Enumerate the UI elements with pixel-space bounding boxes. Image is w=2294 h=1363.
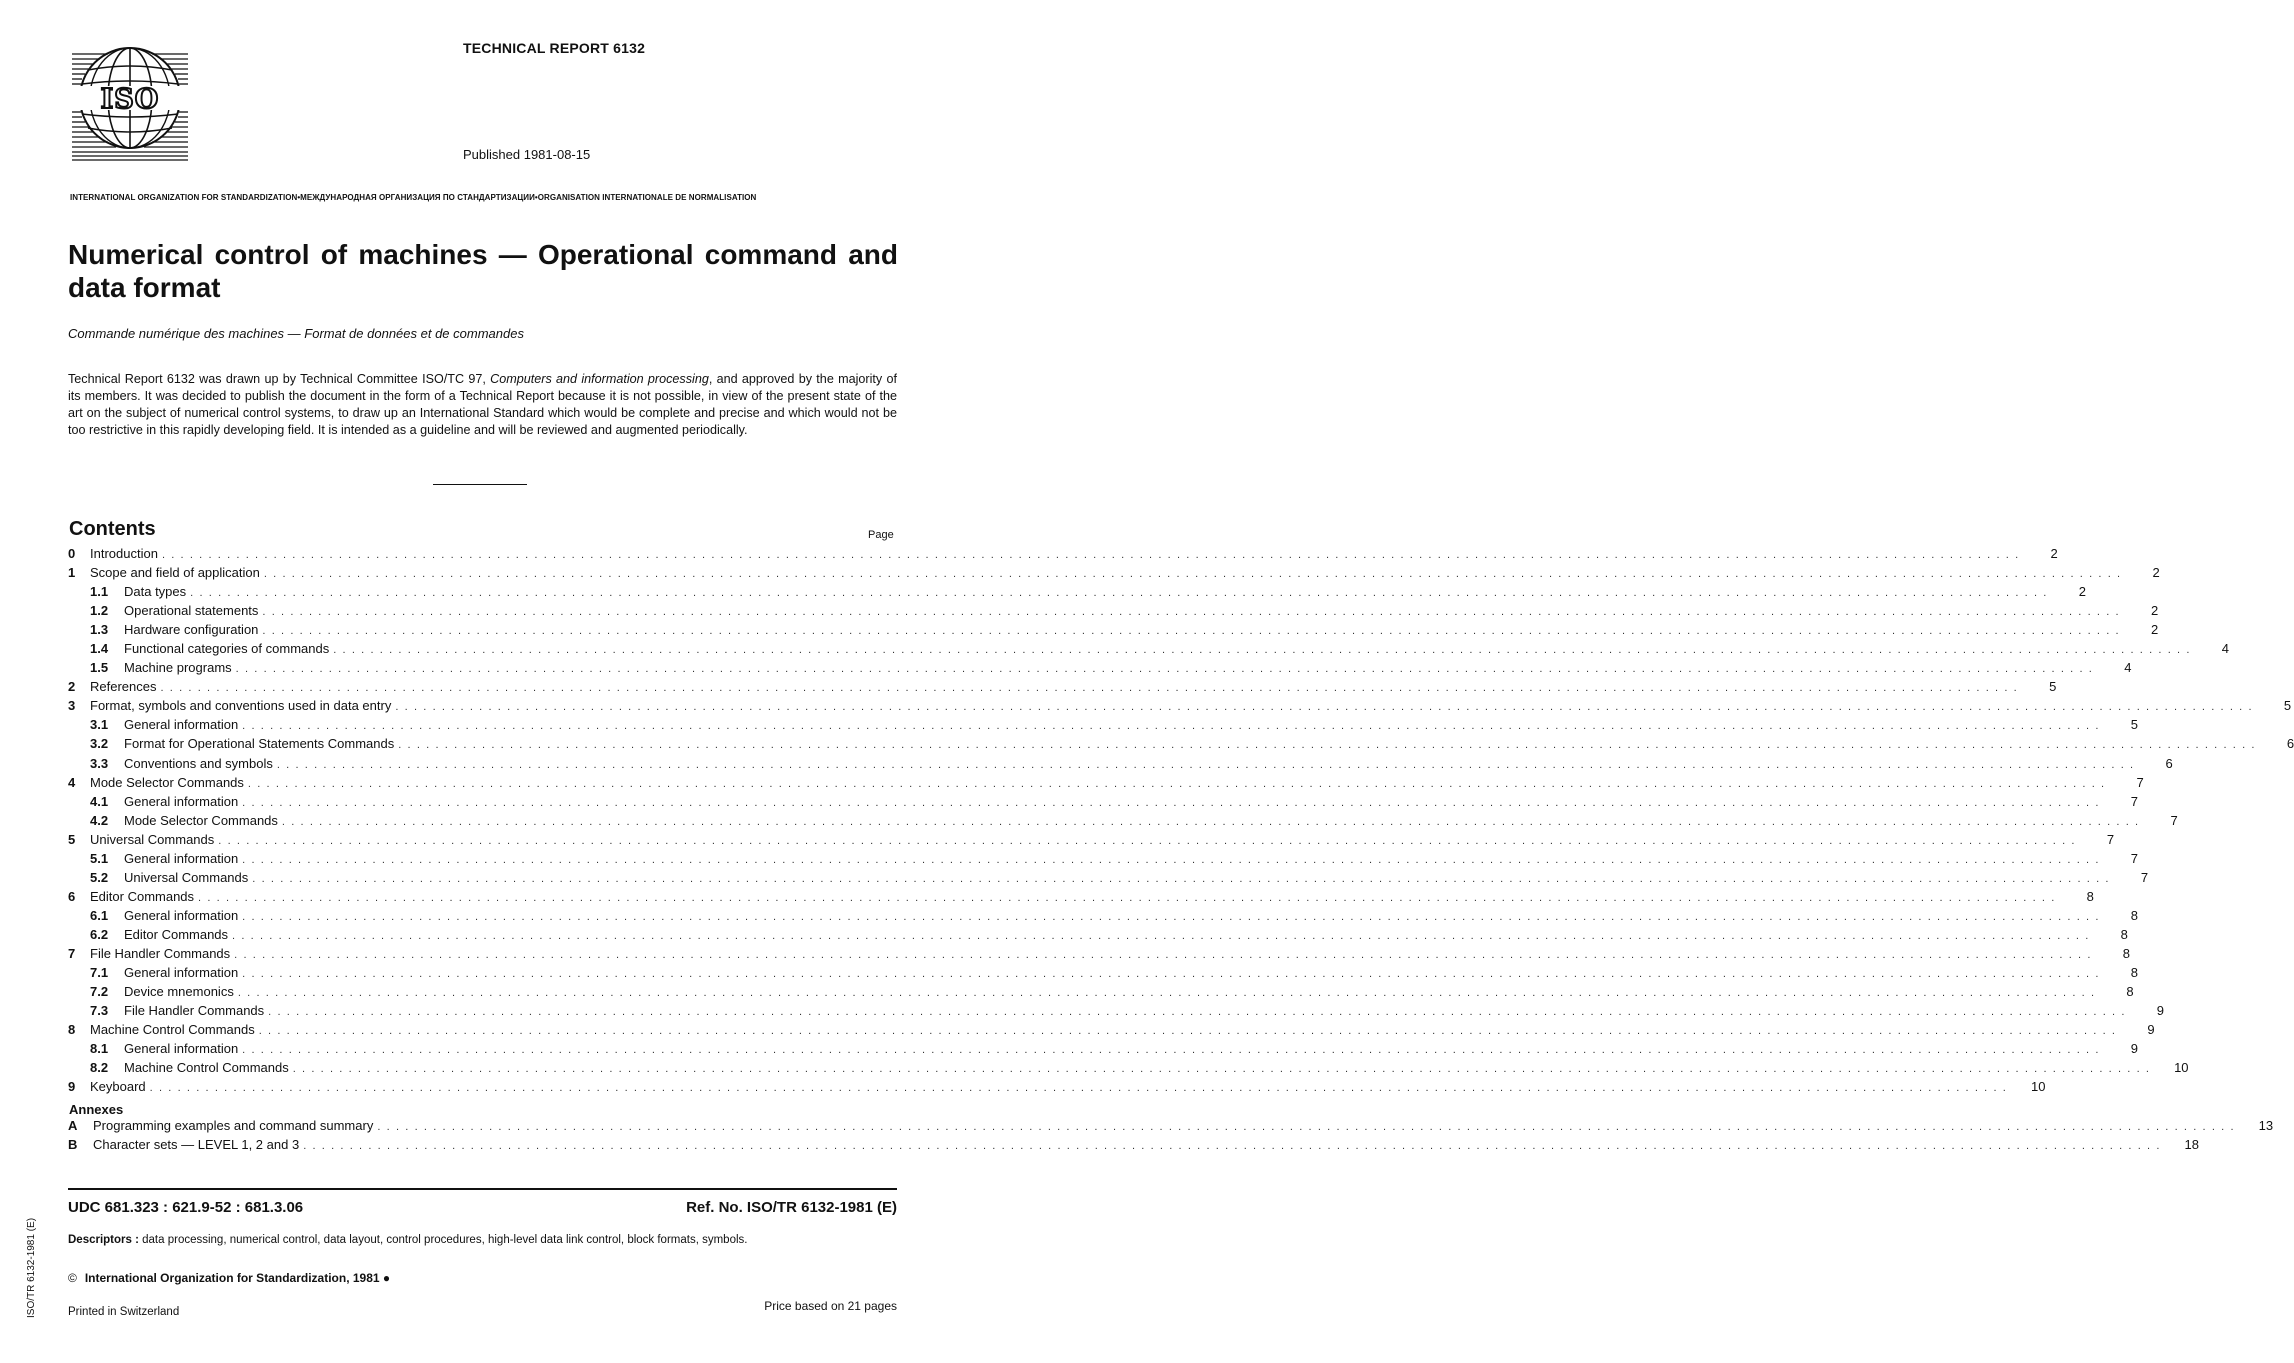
iso-logo-text: ISO	[100, 84, 160, 115]
page-column-heading: Page	[868, 529, 894, 541]
toc-item-title: Introduction	[90, 546, 158, 561]
report-title: TECHNICAL REPORT 6132	[463, 40, 646, 56]
price-note: Price based on 21 pages	[764, 1299, 897, 1313]
toc-item-page: 2	[2150, 603, 2159, 619]
toc-entry	[68, 831, 2115, 851]
toc-leader-dots: . . . . . . . . . . . . . . . . . . . . . . . . . . . . . . . . . . . . . . . . . . . . . . . . . . . . . . . . . . . . . . . . . . . . . . . . . . . . . . . . . . . . . . . . . . . . . . . . . . . . . . . . . . . . . . . . . . . . . . . . . . . . . . . . . . . . . . . . . . . . . . . . . . . . . . . . . . . . . . . . . . . . . . . . . . . . . . . . . . . . . . . . . . . . . . . . . . . . . . . .	[237, 987, 2096, 1000]
organization-line: INTERNATIONAL ORGANIZATION FOR STANDARDIZATION•МЕЖДУНАРОДНАЯ ОРГАНИЗАЦИЯ ПО СТАНДАРТИЗАЦИИ•ORGANISATION INTERNATIONALE DE NORMALISATION	[70, 193, 757, 202]
toc-entry	[68, 945, 2130, 965]
toc-item-title: File Handler Commands	[90, 945, 231, 961]
toc-leader-dots: . . . . . . . . . . . . . . . . . . . . . . . . . . . . . . . . . . . . . . . . . . . . . . . . . . . . . . . . . . . . . . . . . . . . . . . . . . . . . . . . . . . . . . . . . . . . . . . . . . . . . . . . . . . . . . . . . . . . . . . . . . . . . . . . . . . . . . . . . . . . . . . . . . . . . . . . . . . . . . . . . . . . . . . . . . . . . . . . . . . . . . . . . . . . . . . . . . . . . . . .	[281, 815, 2140, 828]
toc-leader-dots: . . . . . . . . . . . . . . . . . . . . . . . . . . . . . . . . . . . . . . . . . . . . . . . . . . . . . . . . . . . . . . . . . . . . . . . . . . . . . . . . . . . . . . . . . . . . . . . . . . . . . . . . . . . . . . . . . . . . . . . . . . . . . . . . . . . . . . . . . . . . . . . . . . . . . . . . . . . . . . . . . . . . . . . . . . . . . . . . . . . . . . . . . . . . . . . . . . . . . . . .	[234, 948, 2092, 961]
toc-entry	[68, 584, 2086, 603]
toc-item-page: 4	[2124, 660, 2132, 676]
toc-leader-dots: . . . . . . . . . . . . . . . . . . . . . . . . . . . . . . . . . . . . . . . . . . . . . . . . . . . . . . . . . . . . . . . . . . . . . . . . . . . . . . . . . . . . . . . . . . . . . . . . . . . . . . . . . . . . . . . . . . . . . . . . . . . . . . . . . . . . . . . . . . . . . . . . . . . . . . . . . . . . . . . . . . . . . . . . . . . . . . . . . . . . . . . . . . . . . . . . . . . . . . . .	[258, 1025, 2117, 1038]
toc-entry	[68, 1060, 2189, 1079]
toc-item-number: A	[68, 1118, 78, 1133]
printed-location: Printed in Switzerland	[68, 1306, 180, 1318]
toc-item-page: 8	[2122, 945, 2130, 961]
toc-item-number: 2	[68, 679, 76, 695]
toc-leader-dots: . . . . . . . . . . . . . . . . . . . . . . . . . . . . . . . . . . . . . . . . . . . . . . . . . . . . . . . . . . . . . . . . . . . . . . . . . . . . . . . . . . . . . . . . . . . . . . . . . . . . . . . . . . . . . . . . . . . . . . . . . . . . . . . . . . . . . . . . . . . . . . . . . . . . . . . . . . . . . . . . . . . . . . . . . . . . . . . . . . . . . . . . . . . . . . . . . . . . . . . .	[398, 739, 2257, 752]
iso-logo	[70, 40, 190, 162]
toc-item-title: General information	[124, 907, 239, 923]
toc-entry	[68, 1003, 2164, 1022]
toc-entry	[68, 755, 2173, 775]
toc-item-title: Operational statements	[124, 603, 259, 619]
toc-leader-dots: . . . . . . . . . . . . . . . . . . . . . . . . . . . . . . . . . . . . . . . . . . . . . . . . . . . . . . . . . . . . . . . . . . . . . . . . . . . . . . . . . . . . . . . . . . . . . . . . . . . . . . . . . . . . . . . . . . . . . . . . . . . . . . . . . . . . . . . . . . . . . . . . . . . . . . . . . . . . . . . . . . . . . . . . . . . . . . . . . . . . . . . . . . . . . . . . . . . . . . . .	[218, 834, 2077, 847]
toc-item-page: 7	[2130, 793, 2138, 809]
toc-item-title: Programming examples and command summary	[93, 1118, 374, 1133]
toc-item-page: 6	[2165, 755, 2173, 771]
toc-item-title: Universal Commands	[90, 831, 215, 847]
toc-leader-dots: . . . . . . . . . . . . . . . . . . . . . . . . . . . . . . . . . . . . . . . . . . . . . . . . . . . . . . . . . . . . . . . . . . . . . . . . . . . . . . . . . . . . . . . . . . . . . . . . . . . . . . . . . . . . . . . . . . . . . . . . . . . . . . . . . . . . . . . . . . . . . . . . . . . . . . . . . . . . . . . . . . . . . . . . . . . . . . . . . . . . . . . . . . . . . . . . . . . . . . . .	[247, 777, 2106, 790]
toc-leader-dots: . . . . . . . . . . . . . . . . . . . . . . . . . . . . . . . . . . . . . . . . . . . . . . . . . . . . . . . . . . . . . . . . . . . . . . . . . . . . . . . . . . . . . . . . . . . . . . . . . . . . . . . . . . . . . . . . . . . . . . . . . . . . . . . . . . . . . . . . . . . . . . . . . . . . . . . . . . . . . . . . . . . . . . . . . . . . . . . . . . . . . . . . . . . . . . . . . . . . . . . .	[276, 758, 2135, 771]
annexes-list	[68, 1118, 2274, 1156]
side-reference: ISO/TR 6132-1981 (E)	[26, 1217, 37, 1318]
toc-entry	[68, 850, 2138, 870]
toc-entry	[68, 698, 2292, 717]
toc-item-title: Scope and field of application	[90, 565, 260, 581]
toc-leader-dots: . . . . . . . . . . . . . . . . . . . . . . . . . . . . . . . . . . . . . . . . . . . . . . . . . . . . . . . . . . . . . . . . . . . . . . . . . . . . . . . . . . . . . . . . . . . . . . . . . . . . . . . . . . . . . . . . . . . . . . . . . . . . . . . . . . . . . . . . . . . . . . . . . . . . . . . . . . . . . . . . . . . . . . . . . . . . . . . . . . . . . . . . . . . . . . . . . . . . . . . .	[198, 891, 2056, 904]
toc-item-page: 5	[2049, 679, 2057, 695]
toc-item-number: 0	[68, 546, 76, 561]
toc-item-title: Character sets — LEVEL 1, 2 and 3	[93, 1137, 300, 1153]
toc-item-number: 7.2	[90, 984, 109, 1000]
toc-leader-dots: . . . . . . . . . . . . . . . . . . . . . . . . . . . . . . . . . . . . . . . . . . . . . . . . . . . . . . . . . . . . . . . . . . . . . . . . . . . . . . . . . . . . . . . . . . . . . . . . . . . . . . . . . . . . . . . . . . . . . . . . . . . . . . . . . . . . . . . . . . . . . . . . . . . . . . . . . . . . . . . . . . . . . . . . . . . . . . . . . . . . . . . . . . . . . . . . . . . . . . . .	[263, 568, 2122, 581]
toc-entry	[68, 565, 2160, 584]
toc-item-number: 7	[68, 945, 76, 961]
toc-item-page: 7	[2106, 831, 2115, 847]
toc-item-page: 13	[2258, 1118, 2274, 1133]
toc-item-number: 5.1	[90, 850, 109, 866]
toc-item-title: Machine Control Commands	[90, 1022, 255, 1038]
toc-item-title: Machine programs	[124, 660, 232, 676]
toc-item-page: 2	[2050, 546, 2058, 561]
toc-item-title: General information	[124, 1041, 239, 1057]
toc-entry	[68, 736, 2294, 755]
toc-entry	[68, 774, 2144, 794]
toc-item-title: Keyboard	[90, 1079, 146, 1095]
toc-item-page: 5	[2283, 698, 2292, 714]
toc-item-number: 1.3	[90, 622, 109, 638]
toc-item-page: 4	[2221, 641, 2230, 657]
toc-item-page: 8	[2130, 965, 2138, 981]
toc-item-page: 7	[2170, 812, 2178, 828]
toc-entry	[68, 679, 2057, 698]
toc-item-page: 2	[2150, 622, 2159, 638]
toc-item-number: 7.1	[90, 965, 109, 981]
toc-leader-dots: . . . . . . . . . . . . . . . . . . . . . . . . . . . . . . . . . . . . . . . . . . . . . . . . . . . . . . . . . . . . . . . . . . . . . . . . . . . . . . . . . . . . . . . . . . . . . . . . . . . . . . . . . . . . . . . . . . . . . . . . . . . . . . . . . . . . . . . . . . . . . . . . . . . . . . . . . . . . . . . . . . . . . . . . . . . . . . . . . . . . . . . . . . . . . . . . . . . . . . . .	[262, 606, 2121, 619]
toc-item-title: General information	[124, 717, 239, 733]
divider	[433, 484, 527, 485]
toc-item-number: 1	[68, 565, 76, 581]
toc-item-page: 7	[2136, 774, 2144, 790]
toc-item-page: 8	[2086, 888, 2094, 904]
toc-item-page: 5	[2130, 717, 2138, 733]
toc-item-page: 10	[2174, 1060, 2189, 1076]
reference-number: Ref. No. ISO/TR 6132-1981 (E)	[686, 1199, 897, 1216]
toc-item-number: 5	[68, 831, 76, 847]
toc-entry	[68, 793, 2138, 813]
toc-item-page: 2	[2078, 584, 2086, 600]
toc-entry	[68, 926, 2128, 946]
toc-leader-dots: . . . . . . . . . . . . . . . . . . . . . . . . . . . . . . . . . . . . . . . . . . . . . . . . . . . . . . . . . . . . . . . . . . . . . . . . . . . . . . . . . . . . . . . . . . . . . . . . . . . . . . . . . . . . . . . . . . . . . . . . . . . . . . . . . . . . . . . . . . . . . . . . . . . . . . . . . . . . . . . . . . . . . . . . . . . . . . . . . . . . . . . . . . . . . . . . . . . . . . . .	[149, 1082, 2008, 1095]
toc-item-number: 1.1	[90, 584, 109, 600]
intro-text-2: , and approved by the majority of its members. It was decided to publish the document in the form of a Technical Report because it is not possible, in view of the present state of the art on the subject of numerical control systems, to draw up an International Standard which would be complete and precise and which would not be too restrictive in this rapidly developing field. It is intended as a guideline and will be reviewed and augmented periodically.	[68, 372, 897, 437]
toc-item-number: 3.3	[90, 755, 109, 771]
toc-item-number: 8.2	[90, 1060, 109, 1076]
toc-item-page: 7	[2130, 850, 2138, 866]
toc-entry	[68, 1041, 2138, 1060]
toc-leader-dots: . . . . . . . . . . . . . . . . . . . . . . . . . . . . . . . . . . . . . . . . . . . . . . . . . . . . . . . . . . . . . . . . . . . . . . . . . . . . . . . . . . . . . . . . . . . . . . . . . . . . . . . . . . . . . . . . . . . . . . . . . . . . . . . . . . . . . . . . . . . . . . . . . . . . . . . . . . . . . . . . . . . . . . . . . . . . . . . . . . . . . . . . . . . . . . . . . . . . . . . .	[333, 644, 2192, 657]
toc-item-title: Conventions and symbols	[124, 755, 273, 771]
toc-leader-dots: . . . . . . . . . . . . . . . . . . . . . . . . . . . . . . . . . . . . . . . . . . . . . . . . . . . . . . . . . . . . . . . . . . . . . . . . . . . . . . . . . . . . . . . . . . . . . . . . . . . . . . . . . . . . . . . . . . . . . . . . . . . . . . . . . . . . . . . . . . . . . . . . . . . . . . . . . . . . . . . . . . . . . . . . . . . . . . . . . . . . . . . . . . . . . . . . . . . . . . . .	[242, 796, 2100, 809]
toc-item-page: 9	[2130, 1041, 2138, 1057]
toc-item-title: General information	[124, 965, 239, 981]
toc-leader-dots: . . . . . . . . . . . . . . . . . . . . . . . . . . . . . . . . . . . . . . . . . . . . . . . . . . . . . . . . . . . . . . . . . . . . . . . . . . . . . . . . . . . . . . . . . . . . . . . . . . . . . . . . . . . . . . . . . . . . . . . . . . . . . . . . . . . . . . . . . . . . . . . . . . . . . . . . . . . . . . . . . . . . . . . . . . . . . . . . . . . . . . . . . . . . . . . . . . . . . . . .	[292, 1063, 2151, 1076]
toc-item-page: 9	[2156, 1003, 2164, 1019]
toc-entry	[68, 812, 2178, 832]
page-title: Numerical control of machines — Operational command and data format	[68, 239, 898, 303]
toc-item-number: 8	[68, 1022, 76, 1038]
toc-item-number: B	[68, 1137, 78, 1153]
toc-item-number: 6.2	[90, 926, 109, 942]
intro-committee-name: Computers and information processing	[490, 372, 709, 386]
descriptors-text: data processing, numerical control, data layout, control procedures, high-level data link control, block formats, symbols.	[142, 1234, 748, 1246]
toc-item-title: Editor Commands	[124, 926, 229, 942]
toc-item-title: References	[90, 679, 157, 695]
toc-leader-dots: . . . . . . . . . . . . . . . . . . . . . . . . . . . . . . . . . . . . . . . . . . . . . . . . . . . . . . . . . . . . . . . . . . . . . . . . . . . . . . . . . . . . . . . . . . . . . . . . . . . . . . . . . . . . . . . . . . . . . . . . . . . . . . . . . . . . . . . . . . . . . . . . . . . . . . . . . . . . . . . . . . . . . . . . . . . . . . . . . . . . . . . . . . . . . . . . . . . . . . . .	[303, 1140, 2161, 1153]
toc-item-number: 4	[68, 774, 76, 790]
toc-leader-dots: . . . . . . . . . . . . . . . . . . . . . . . . . . . . . . . . . . . . . . . . . . . . . . . . . . . . . . . . . . . . . . . . . . . . . . . . . . . . . . . . . . . . . . . . . . . . . . . . . . . . . . . . . . . . . . . . . . . . . . . . . . . . . . . . . . . . . . . . . . . . . . . . . . . . . . . . . . . . . . . . . . . . . . . . . . . . . . . . . . . . . . . . . . . . . . . . . . . . . . . .	[395, 701, 2254, 714]
toc-entry	[68, 888, 2094, 908]
toc-item-number: 1.4	[90, 641, 109, 657]
intro-paragraph	[68, 371, 897, 439]
toc-item-title: General information	[124, 793, 239, 809]
toc-item-page: 9	[2147, 1022, 2155, 1038]
toc-entry	[68, 869, 2149, 889]
toc-item-number: 1.5	[90, 660, 109, 676]
toc-entry	[68, 622, 2159, 641]
toc-item-title: Machine Control Commands	[124, 1060, 289, 1076]
toc-item-title: Data types	[124, 584, 187, 600]
toc-leader-dots: . . . . . . . . . . . . . . . . . . . . . . . . . . . . . . . . . . . . . . . . . . . . . . . . . . . . . . . . . . . . . . . . . . . . . . . . . . . . . . . . . . . . . . . . . . . . . . . . . . . . . . . . . . . . . . . . . . . . . . . . . . . . . . . . . . . . . . . . . . . . . . . . . . . . . . . . . . . . . . . . . . . . . . . . . . . . . . . . . . . . . . . . . . . . . . . . . . . . . . . .	[242, 720, 2100, 733]
toc-leader-dots: . . . . . . . . . . . . . . . . . . . . . . . . . . . . . . . . . . . . . . . . . . . . . . . . . . . . . . . . . . . . . . . . . . . . . . . . . . . . . . . . . . . . . . . . . . . . . . . . . . . . . . . . . . . . . . . . . . . . . . . . . . . . . . . . . . . . . . . . . . . . . . . . . . . . . . . . . . . . . . . . . . . . . . . . . . . . . . . . . . . . . . . . . . . . . . . . . . . . . . . .	[242, 910, 2100, 923]
toc-item-number: 4.2	[90, 812, 109, 828]
table-of-contents	[68, 546, 2294, 1098]
toc-item-number: 5.2	[90, 869, 109, 885]
toc-entry	[68, 603, 2159, 622]
toc-item-page: 8	[2126, 984, 2134, 1000]
toc-leader-dots: . . . . . . . . . . . . . . . . . . . . . . . . . . . . . . . . . . . . . . . . . . . . . . . . . . . . . . . . . . . . . . . . . . . . . . . . . . . . . . . . . . . . . . . . . . . . . . . . . . . . . . . . . . . . . . . . . . . . . . . . . . . . . . . . . . . . . . . . . . . . . . . . . . . . . . . . . . . . . . . . . . . . . . . . . . . . . . . . . . . . . . . . . . . . . . . . . . . . . . . .	[268, 1006, 2126, 1019]
toc-entry	[68, 1022, 2155, 1041]
toc-entry	[68, 717, 2138, 736]
toc-leader-dots: . . . . . . . . . . . . . . . . . . . . . . . . . . . . . . . . . . . . . . . . . . . . . . . . . . . . . . . . . . . . . . . . . . . . . . . . . . . . . . . . . . . . . . . . . . . . . . . . . . . . . . . . . . . . . . . . . . . . . . . . . . . . . . . . . . . . . . . . . . . . . . . . . . . . . . . . . . . . . . . . . . . . . . . . . . . . . . . . . . . . . . . . . . . . . . . . . . . . . . . .	[160, 682, 2019, 695]
toc-leader-dots: . . . . . . . . . . . . . . . . . . . . . . . . . . . . . . . . . . . . . . . . . . . . . . . . . . . . . . . . . . . . . . . . . . . . . . . . . . . . . . . . . . . . . . . . . . . . . . . . . . . . . . . . . . . . . . . . . . . . . . . . . . . . . . . . . . . . . . . . . . . . . . . . . . . . . . . . . . . . . . . . . . . . . . . . . . . . . . . . . . . . . . . . . . . . . . . . . . . . . . . .	[242, 968, 2100, 981]
toc-entry	[68, 965, 2138, 984]
toc-item-page: 2	[2152, 565, 2160, 581]
toc-leader-dots: . . . . . . . . . . . . . . . . . . . . . . . . . . . . . . . . . . . . . . . . . . . . . . . . . . . . . . . . . . . . . . . . . . . . . . . . . . . . . . . . . . . . . . . . . . . . . . . . . . . . . . . . . . . . . . . . . . . . . . . . . . . . . . . . . . . . . . . . . . . . . . . . . . . . . . . . . . . . . . . . . . . . . . . . . . . . . . . . . . . . . . . . . . . . . . . . . . . . . . . .	[262, 625, 2121, 638]
toc-item-title: Format for Operational Statements Commands	[124, 736, 395, 752]
toc-leader-dots: . . . . . . . . . . . . . . . . . . . . . . . . . . . . . . . . . . . . . . . . . . . . . . . . . . . . . . . . . . . . . . . . . . . . . . . . . . . . . . . . . . . . . . . . . . . . . . . . . . . . . . . . . . . . . . . . . . . . . . . . . . . . . . . . . . . . . . . . . . . . . . . . . . . . . . . . . . . . . . . . . . . . . . . . . . . . . . . . . . . . . . . . . . . . . . . . . . . . . . . .	[232, 929, 2090, 942]
intro-text-1: Technical Report 6132 was drawn up by Technical Committee ISO/TC 97,	[68, 372, 491, 386]
annexes-heading: Annexes	[69, 1102, 124, 1117]
toc-leader-dots: . . . . . . . . . . . . . . . . . . . . . . . . . . . . . . . . . . . . . . . . . . . . . . . . . . . . . . . . . . . . . . . . . . . . . . . . . . . . . . . . . . . . . . . . . . . . . . . . . . . . . . . . . . . . . . . . . . . . . . . . . . . . . . . . . . . . . . . . . . . . . . . . . . . . . . . . . . . . . . . . . . . . . . . . . . . . . . . . . . . . . . . . . . . . . . . . . . . . . . . .	[190, 587, 2048, 600]
toc-entry	[68, 546, 2058, 565]
toc-leader-dots: . . . . . . . . . . . . . . . . . . . . . . . . . . . . . . . . . . . . . . . . . . . . . . . . . . . . . . . . . . . . . . . . . . . . . . . . . . . . . . . . . . . . . . . . . . . . . . . . . . . . . . . . . . . . . . . . . . . . . . . . . . . . . . . . . . . . . . . . . . . . . . . . . . . . . . . . . . . . . . . . . . . . . . . . . . . . . . . . . . . . . . . . . . . . . . . . . . . . . . . .	[242, 853, 2100, 866]
toc-item-number: 3.1	[90, 717, 109, 733]
copyright-symbol: ©	[68, 1271, 77, 1285]
toc-item-page: 6	[2286, 736, 2294, 752]
toc-item-number: 3	[68, 698, 76, 714]
annex-entry	[68, 1118, 2274, 1137]
annex-entry	[68, 1137, 2199, 1156]
toc-item-number: 9	[68, 1079, 76, 1095]
toc-item-title: Device mnemonics	[124, 984, 234, 1000]
toc-leader-dots: . . . . . . . . . . . . . . . . . . . . . . . . . . . . . . . . . . . . . . . . . . . . . . . . . . . . . . . . . . . . . . . . . . . . . . . . . . . . . . . . . . . . . . . . . . . . . . . . . . . . . . . . . . . . . . . . . . . . . . . . . . . . . . . . . . . . . . . . . . . . . . . . . . . . . . . . . . . . . . . . . . . . . . . . . . . . . . . . . . . . . . . . . . . . . . . . . . . . . . . .	[242, 1044, 2100, 1057]
toc-item-page: 8	[2120, 926, 2128, 942]
toc-leader-dots: . . . . . . . . . . . . . . . . . . . . . . . . . . . . . . . . . . . . . . . . . . . . . . . . . . . . . . . . . . . . . . . . . . . . . . . . . . . . . . . . . . . . . . . . . . . . . . . . . . . . . . . . . . . . . . . . . . . . . . . . . . . . . . . . . . . . . . . . . . . . . . . . . . . . . . . . . . . . . . . . . . . . . . . . . . . . . . . . . . . . . . . . . . . . . . . . . . . . . . . .	[161, 549, 2020, 561]
toc-leader-dots: . . . . . . . . . . . . . . . . . . . . . . . . . . . . . . . . . . . . . . . . . . . . . . . . . . . . . . . . . . . . . . . . . . . . . . . . . . . . . . . . . . . . . . . . . . . . . . . . . . . . . . . . . . . . . . . . . . . . . . . . . . . . . . . . . . . . . . . . . . . . . . . . . . . . . . . . . . . . . . . . . . . . . . . . . . . . . . . . . . . . . . . . . . . . . . . . . . . . . . . .	[377, 1121, 2236, 1133]
toc-entry	[68, 660, 2132, 679]
toc-item-title: Mode Selector Commands	[90, 774, 244, 790]
copyright	[68, 1271, 390, 1285]
toc-item-title: Format, symbols and conventions used in data entry	[90, 698, 392, 714]
toc-entry	[68, 907, 2138, 927]
toc-item-title: Universal Commands	[124, 869, 249, 885]
toc-item-number: 6	[68, 888, 76, 904]
toc-item-number: 7.3	[90, 1003, 109, 1019]
toc-item-number: 6.1	[90, 907, 109, 923]
toc-item-number: 8.1	[90, 1041, 109, 1057]
copyright-text: International Organization for Standardization, 1981 ●	[84, 1271, 391, 1285]
toc-item-title: General information	[124, 850, 239, 866]
descriptors	[68, 1234, 747, 1246]
toc-item-title: File Handler Commands	[124, 1003, 265, 1019]
toc-item-number: 3.2	[90, 736, 109, 752]
toc-item-number: 1.2	[90, 603, 109, 619]
footer-divider	[68, 1188, 897, 1190]
toc-leader-dots: . . . . . . . . . . . . . . . . . . . . . . . . . . . . . . . . . . . . . . . . . . . . . . . . . . . . . . . . . . . . . . . . . . . . . . . . . . . . . . . . . . . . . . . . . . . . . . . . . . . . . . . . . . . . . . . . . . . . . . . . . . . . . . . . . . . . . . . . . . . . . . . . . . . . . . . . . . . . . . . . . . . . . . . . . . . . . . . . . . . . . . . . . . . . . . . . . . . . . . . .	[252, 872, 2111, 885]
toc-item-title: Mode Selector Commands	[124, 812, 278, 828]
toc-item-title: Editor Commands	[90, 888, 195, 904]
toc-item-page: 7	[2140, 869, 2149, 885]
udc-number: UDC 681.323 : 621.9-52 : 681.3.06	[68, 1199, 304, 1216]
toc-item-page: 8	[2130, 907, 2138, 923]
contents-heading: Contents	[69, 518, 156, 540]
toc-item-page: 10	[2031, 1079, 2046, 1095]
french-title: Commande numérique des machines — Format de données et de commandes	[68, 326, 524, 341]
toc-entry	[68, 984, 2134, 1003]
toc-item-page: 18	[2184, 1137, 2199, 1153]
descriptors-label: Descriptors :	[68, 1234, 139, 1246]
toc-item-title: Hardware configuration	[124, 622, 259, 638]
toc-leader-dots: . . . . . . . . . . . . . . . . . . . . . . . . . . . . . . . . . . . . . . . . . . . . . . . . . . . . . . . . . . . . . . . . . . . . . . . . . . . . . . . . . . . . . . . . . . . . . . . . . . . . . . . . . . . . . . . . . . . . . . . . . . . . . . . . . . . . . . . . . . . . . . . . . . . . . . . . . . . . . . . . . . . . . . . . . . . . . . . . . . . . . . . . . . . . . . . . . . . . . . . .	[235, 663, 2094, 676]
published-date: Published 1981-08-15	[463, 147, 591, 162]
toc-item-title: Functional categories of commands	[124, 641, 330, 657]
toc-entry	[68, 1079, 2046, 1098]
toc-entry	[68, 641, 2230, 660]
toc-item-number: 4.1	[90, 793, 109, 809]
